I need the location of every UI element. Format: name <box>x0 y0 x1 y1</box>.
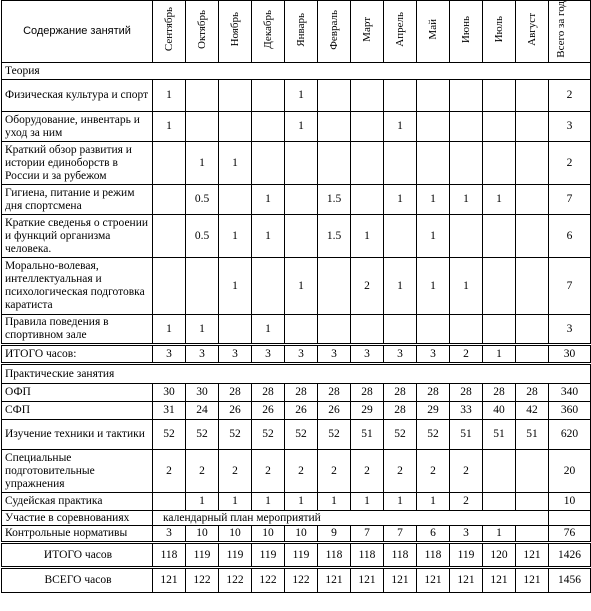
month-value-cell: 1 <box>219 258 252 315</box>
month-value-cell: 3 <box>153 526 186 543</box>
month-value-cell: 9 <box>318 526 351 543</box>
month-value-cell: 24 <box>186 402 219 420</box>
month-header <box>483 1 516 63</box>
month-value-cell <box>450 142 483 185</box>
row-topic: Изучение техники и тактики <box>2 420 153 450</box>
month-label: Июнь <box>459 15 472 44</box>
month-value-cell: 2 <box>285 450 318 493</box>
month-header <box>219 1 252 63</box>
month-value-cell: 1 <box>285 258 318 315</box>
month-value-cell: 28 <box>384 384 417 402</box>
month-value-cell: 1 <box>285 493 318 511</box>
month-value-cell: 3 <box>153 345 186 364</box>
month-value-cell: 1 <box>153 315 186 345</box>
row-total-cell: 76 <box>549 526 591 543</box>
month-value-cell: 40 <box>483 402 516 420</box>
month-value-cell: 52 <box>384 420 417 450</box>
month-value-cell <box>318 258 351 315</box>
month-value-cell: 28 <box>450 384 483 402</box>
month-value-cell <box>219 80 252 112</box>
month-value-cell: 3 <box>252 345 285 364</box>
row-topic: Морально-волевая, интеллектуальная и психологическая подготовка каратиста <box>2 258 153 315</box>
month-value-cell: 118 <box>153 543 186 568</box>
month-value-cell: 52 <box>285 420 318 450</box>
month-value-cell <box>516 258 549 315</box>
month-value-cell <box>252 142 285 185</box>
theory-row <box>2 258 591 315</box>
month-value-cell <box>516 315 549 345</box>
month-value-cell: 0.5 <box>186 185 219 215</box>
month-value-cell: 121 <box>351 568 384 593</box>
month-value-cell <box>351 112 384 142</box>
row-topic: Оборудование, инвентарь и уход за ним <box>2 112 153 142</box>
row-total-cell: 340 <box>549 384 591 402</box>
month-label: Сентябрь <box>162 7 175 52</box>
month-value-cell: 3 <box>219 345 252 364</box>
month-header <box>252 1 285 63</box>
row-total-cell: 30 <box>549 345 591 364</box>
month-value-cell: 2 <box>318 450 351 493</box>
month-label: Октябрь <box>195 10 208 49</box>
month-value-cell <box>285 215 318 258</box>
header-row <box>2 1 591 63</box>
month-value-cell <box>450 112 483 142</box>
month-value-cell: 52 <box>153 420 186 450</box>
month-value-cell: 1 <box>384 493 417 511</box>
theory-row <box>2 112 591 142</box>
month-value-cell <box>516 142 549 185</box>
month-value-cell: 1 <box>252 315 285 345</box>
month-value-cell: 1 <box>219 142 252 185</box>
month-value-cell: 1 <box>384 185 417 215</box>
month-value-cell: 1 <box>483 526 516 543</box>
month-header <box>153 1 186 63</box>
month-value-cell: 2 <box>186 450 219 493</box>
month-value-cell: 1 <box>450 185 483 215</box>
month-value-cell <box>450 315 483 345</box>
month-value-cell: 1 <box>384 112 417 142</box>
month-value-cell: 121 <box>153 568 186 593</box>
month-value-cell <box>153 258 186 315</box>
month-value-cell: 121 <box>450 568 483 593</box>
month-value-cell: 1 <box>186 493 219 511</box>
row-topic: СФП <box>2 402 153 420</box>
month-value-cell: 1.5 <box>318 215 351 258</box>
month-value-cell: 121 <box>318 568 351 593</box>
month-value-cell: 6 <box>417 526 450 543</box>
month-value-cell: 118 <box>318 543 351 568</box>
month-value-cell: 28 <box>483 384 516 402</box>
month-value-cell <box>483 450 516 493</box>
month-value-cell: 30 <box>153 384 186 402</box>
row-topic: Физическая культура и спорт <box>2 80 153 112</box>
month-value-cell: 52 <box>252 420 285 450</box>
month-value-cell: 2 <box>219 450 252 493</box>
month-header <box>417 1 450 63</box>
row-topic: Гигиена, питание и режим дня спортсмена <box>2 185 153 215</box>
month-value-cell: 2 <box>450 450 483 493</box>
row-topic: ИТОГО часов: <box>2 345 153 364</box>
month-value-cell <box>516 215 549 258</box>
month-value-cell: 2 <box>252 450 285 493</box>
training-schedule-table <box>1 0 591 593</box>
month-value-cell: 121 <box>384 568 417 593</box>
month-value-cell: 3 <box>285 345 318 364</box>
month-value-cell <box>351 80 384 112</box>
month-value-cell: 2 <box>384 450 417 493</box>
month-value-cell: 119 <box>285 543 318 568</box>
month-value-cell: 119 <box>450 543 483 568</box>
row-topic: Правила поведения в спортивном зале <box>2 315 153 345</box>
month-label: Апрель <box>393 12 406 47</box>
month-value-cell: 119 <box>252 543 285 568</box>
month-value-cell <box>417 112 450 142</box>
month-value-cell: 28 <box>516 384 549 402</box>
month-value-cell: 122 <box>285 568 318 593</box>
month-value-cell: 118 <box>351 543 384 568</box>
month-label: Июль <box>492 16 505 43</box>
row-topic: Краткий обзор развития и истории единоборств в России и за рубежом <box>2 142 153 185</box>
month-value-cell <box>252 258 285 315</box>
month-value-cell: 1 <box>450 258 483 315</box>
month-value-cell: 52 <box>417 420 450 450</box>
month-value-cell: 1 <box>483 345 516 364</box>
total-label: Всего за год <box>554 1 567 58</box>
row-topic: ВСЕГО часов <box>2 568 153 593</box>
month-value-cell: 10 <box>285 526 318 543</box>
month-value-cell: 3 <box>417 345 450 364</box>
month-value-cell <box>351 315 384 345</box>
month-value-cell <box>186 80 219 112</box>
month-label: Август <box>525 13 538 46</box>
month-value-cell <box>384 142 417 185</box>
month-value-cell: 1 <box>417 215 450 258</box>
practice-row <box>2 420 591 450</box>
month-value-cell: 2 <box>351 450 384 493</box>
month-value-cell: 1 <box>417 493 450 511</box>
month-value-cell <box>219 315 252 345</box>
month-value-cell: 2 <box>417 450 450 493</box>
row-total-cell: 7 <box>549 258 591 315</box>
row-total-cell: 620 <box>549 420 591 450</box>
month-value-cell: 31 <box>153 402 186 420</box>
month-value-cell <box>153 185 186 215</box>
total-header <box>549 1 591 63</box>
month-value-cell <box>483 112 516 142</box>
month-value-cell: 28 <box>417 384 450 402</box>
month-value-cell: 1 <box>153 80 186 112</box>
month-value-cell: 26 <box>318 402 351 420</box>
month-value-cell <box>450 80 483 112</box>
month-value-cell: 1 <box>417 185 450 215</box>
month-label: Март <box>360 17 373 42</box>
practice-row <box>2 450 591 493</box>
theory-row <box>2 315 591 345</box>
month-value-cell: 1 <box>351 493 384 511</box>
month-value-cell: 51 <box>483 420 516 450</box>
row-total-cell: 1426 <box>549 543 591 568</box>
month-header <box>450 1 483 63</box>
month-value-cell <box>516 526 549 543</box>
month-value-cell: 28 <box>285 384 318 402</box>
month-value-cell <box>483 142 516 185</box>
month-value-cell: 51 <box>450 420 483 450</box>
month-header <box>384 1 417 63</box>
month-value-cell <box>516 450 549 493</box>
section-title: Практические занятия <box>2 364 591 384</box>
month-value-cell: 118 <box>384 543 417 568</box>
theory-section-row <box>2 63 591 80</box>
month-value-cell: 2 <box>450 493 483 511</box>
month-header <box>351 1 384 63</box>
month-label: Февраль <box>327 9 340 50</box>
month-value-cell: 28 <box>219 384 252 402</box>
row-total-cell: 10 <box>549 493 591 511</box>
month-value-cell <box>450 215 483 258</box>
month-value-cell: 28 <box>384 402 417 420</box>
month-value-cell: 1 <box>252 493 285 511</box>
month-value-cell: 120 <box>483 543 516 568</box>
month-value-cell: 52 <box>219 420 252 450</box>
month-value-cell <box>483 493 516 511</box>
month-value-cell <box>318 142 351 185</box>
month-value-cell: 122 <box>219 568 252 593</box>
month-value-cell: 29 <box>417 402 450 420</box>
month-header <box>186 1 219 63</box>
month-value-cell: 1 <box>417 258 450 315</box>
month-value-cell: 30 <box>186 384 219 402</box>
month-value-cell <box>219 112 252 142</box>
month-value-cell: 26 <box>285 402 318 420</box>
month-value-cell <box>219 185 252 215</box>
month-value-cell: 1 <box>153 112 186 142</box>
calendar-plan-cell: календарный план мероприятий <box>153 511 549 526</box>
row-total-cell <box>549 511 591 526</box>
row-topic: ОФП <box>2 384 153 402</box>
month-value-cell <box>351 142 384 185</box>
month-value-cell: 52 <box>186 420 219 450</box>
month-value-cell <box>483 80 516 112</box>
month-value-cell: 1 <box>186 142 219 185</box>
topic-header: Содержание занятий <box>2 1 153 63</box>
row-topic: Краткие сведенья о строении и функций организма человека. <box>2 215 153 258</box>
month-value-cell: 3 <box>318 345 351 364</box>
practice-row <box>2 493 591 511</box>
month-value-cell: 3 <box>450 526 483 543</box>
month-value-cell: 121 <box>417 568 450 593</box>
month-value-cell: 2 <box>351 258 384 315</box>
month-value-cell: 3 <box>351 345 384 364</box>
month-value-cell: 7 <box>384 526 417 543</box>
month-header <box>285 1 318 63</box>
month-value-cell: 7 <box>351 526 384 543</box>
month-value-cell: 28 <box>351 384 384 402</box>
month-value-cell: 121 <box>483 568 516 593</box>
month-value-cell <box>417 315 450 345</box>
month-value-cell <box>516 185 549 215</box>
competitions-row <box>2 511 591 526</box>
theory-row <box>2 215 591 258</box>
month-value-cell: 10 <box>186 526 219 543</box>
month-value-cell <box>318 315 351 345</box>
month-value-cell: 2 <box>450 345 483 364</box>
month-value-cell <box>516 80 549 112</box>
month-value-cell: 3 <box>186 345 219 364</box>
month-value-cell: 28 <box>252 384 285 402</box>
month-value-cell: 3 <box>384 345 417 364</box>
theory-row <box>2 80 591 112</box>
practice-section-row <box>2 364 591 384</box>
month-value-cell: 122 <box>252 568 285 593</box>
row-topic: ИТОГО часов <box>2 543 153 568</box>
month-value-cell: 1 <box>252 185 285 215</box>
control-row <box>2 526 591 543</box>
month-value-cell: 119 <box>219 543 252 568</box>
month-value-cell: 121 <box>516 568 549 593</box>
month-value-cell: 1 <box>384 258 417 315</box>
month-value-cell: 51 <box>351 420 384 450</box>
month-value-cell <box>384 215 417 258</box>
month-value-cell <box>285 142 318 185</box>
month-value-cell: 10 <box>252 526 285 543</box>
section-title: Теория <box>2 63 591 80</box>
month-value-cell: 26 <box>252 402 285 420</box>
month-value-cell: 1 <box>219 215 252 258</box>
month-value-cell <box>417 142 450 185</box>
grand-total-row <box>2 568 591 593</box>
month-value-cell <box>252 80 285 112</box>
month-value-cell: 29 <box>351 402 384 420</box>
month-value-cell: 52 <box>318 420 351 450</box>
month-value-cell <box>318 112 351 142</box>
month-value-cell: 1 <box>351 215 384 258</box>
row-topic: Специальные подготовительные упражнения <box>2 450 153 493</box>
row-total-cell: 360 <box>549 402 591 420</box>
month-value-cell: 122 <box>186 568 219 593</box>
month-value-cell <box>516 345 549 364</box>
month-value-cell: 1 <box>252 215 285 258</box>
month-value-cell <box>483 315 516 345</box>
month-value-cell <box>186 258 219 315</box>
month-value-cell <box>516 493 549 511</box>
month-label: Декабрь <box>261 10 274 49</box>
row-total-cell: 6 <box>549 215 591 258</box>
month-value-cell <box>318 80 351 112</box>
month-header <box>318 1 351 63</box>
month-value-cell: 118 <box>417 543 450 568</box>
row-total-cell: 2 <box>549 142 591 185</box>
table-body <box>2 63 591 593</box>
month-value-cell: 1.5 <box>318 185 351 215</box>
row-total-cell: 1456 <box>549 568 591 593</box>
month-value-cell <box>285 315 318 345</box>
month-value-cell <box>153 215 186 258</box>
month-value-cell <box>186 112 219 142</box>
month-value-cell: 26 <box>219 402 252 420</box>
month-value-cell <box>384 80 417 112</box>
month-value-cell: 1 <box>285 80 318 112</box>
month-value-cell: 1 <box>186 315 219 345</box>
month-label: Май <box>426 19 439 40</box>
theory-row <box>2 185 591 215</box>
month-value-cell <box>153 142 186 185</box>
row-topic: Участие в соревнованиях <box>2 511 153 526</box>
month-value-cell <box>351 185 384 215</box>
month-label: Январь <box>294 12 307 47</box>
practice-row <box>2 402 591 420</box>
month-value-cell <box>516 112 549 142</box>
month-value-cell: 1 <box>219 493 252 511</box>
theory-row <box>2 142 591 185</box>
month-value-cell: 10 <box>219 526 252 543</box>
row-total-cell: 3 <box>549 112 591 142</box>
practice-total-row <box>2 543 591 568</box>
row-total-cell: 2 <box>549 80 591 112</box>
month-value-cell: 42 <box>516 402 549 420</box>
month-header <box>516 1 549 63</box>
month-value-cell: 1 <box>318 493 351 511</box>
month-value-cell <box>285 185 318 215</box>
theory-total-row <box>2 345 591 364</box>
month-value-cell: 51 <box>516 420 549 450</box>
month-value-cell: 2 <box>153 450 186 493</box>
month-value-cell: 1 <box>483 185 516 215</box>
month-value-cell <box>483 215 516 258</box>
row-topic: Судейская практика <box>2 493 153 511</box>
row-total-cell: 20 <box>549 450 591 493</box>
row-topic: Контрольные нормативы <box>2 526 153 543</box>
month-value-cell: 1 <box>285 112 318 142</box>
month-value-cell <box>153 493 186 511</box>
row-total-cell: 3 <box>549 315 591 345</box>
month-value-cell: 0.5 <box>186 215 219 258</box>
practice-row <box>2 384 591 402</box>
month-value-cell: 119 <box>186 543 219 568</box>
month-value-cell: 121 <box>516 543 549 568</box>
month-value-cell <box>417 80 450 112</box>
row-total-cell: 7 <box>549 185 591 215</box>
month-label: Ноябрь <box>228 12 241 47</box>
month-value-cell: 28 <box>318 384 351 402</box>
month-value-cell <box>252 112 285 142</box>
month-value-cell: 33 <box>450 402 483 420</box>
month-value-cell <box>384 315 417 345</box>
month-value-cell <box>483 258 516 315</box>
